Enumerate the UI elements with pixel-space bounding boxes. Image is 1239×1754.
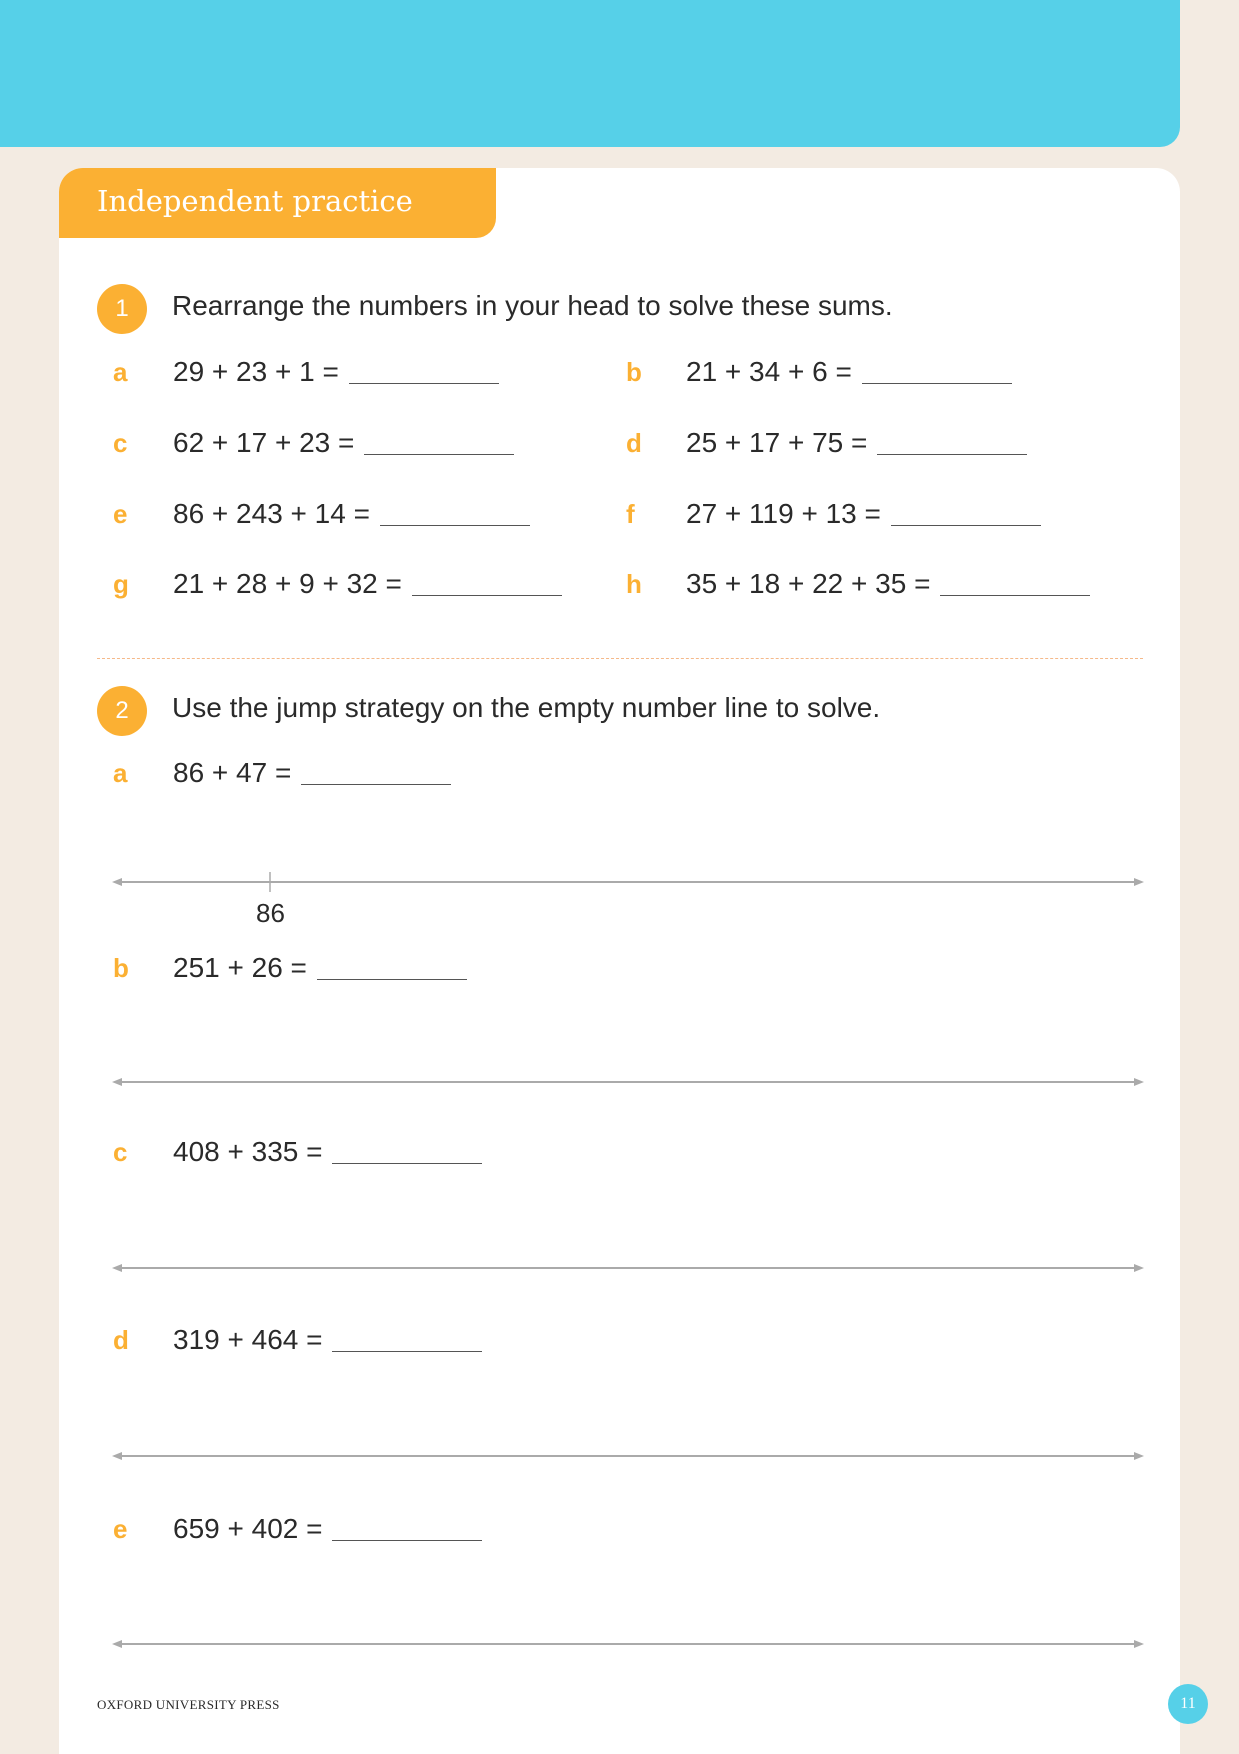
item-letter: f — [626, 499, 635, 529]
q1-item-e — [59, 498, 530, 530]
item-letter: a — [113, 758, 128, 788]
item-expression: 86 + 47 = — [173, 757, 292, 788]
item-letter: c — [113, 1137, 128, 1167]
q1-item-g — [59, 568, 562, 600]
item-letter: b — [113, 953, 129, 983]
item-expression: 319 + 464 = — [173, 1324, 323, 1355]
q1-item-h — [572, 568, 1090, 600]
answer-blank[interactable] — [349, 382, 499, 384]
number-line-a[interactable] — [112, 872, 1144, 892]
question-1-instruction: Rearrange the numbers in your head to solve these sums. — [172, 290, 893, 321]
number-line-e[interactable] — [112, 1634, 1144, 1654]
publisher-footer: OXFORD UNIVERSITY PRESS — [97, 1697, 280, 1712]
item-expression: 659 + 402 = — [173, 1513, 323, 1544]
question-2-instruction: Use the jump strategy on the empty number line to solve. — [172, 692, 881, 723]
q2-item-c — [59, 1136, 482, 1168]
q2-item-e — [59, 1513, 482, 1545]
item-letter: e — [113, 1514, 128, 1544]
q1-item-b — [572, 356, 1012, 388]
item-letter: d — [113, 1325, 129, 1355]
item-expression: 25 + 17 + 75 = — [686, 427, 868, 458]
q2-item-a — [59, 757, 451, 789]
item-expression: 21 + 34 + 6 = — [686, 356, 852, 387]
top-banner — [0, 0, 1180, 147]
item-expression: 86 + 243 + 14 = — [173, 498, 370, 529]
item-letter: d — [626, 428, 642, 458]
item-expression: 35 + 18 + 22 + 35 = — [686, 568, 931, 599]
question-1-badge: 1 — [97, 284, 147, 334]
number-line-b[interactable] — [112, 1072, 1144, 1092]
item-expression: 62 + 17 + 23 = — [173, 427, 355, 458]
item-letter: b — [626, 357, 642, 387]
q1-item-f — [572, 498, 1041, 530]
section-title: Independent practice — [97, 184, 413, 218]
q2-item-d — [59, 1324, 482, 1356]
item-expression: 408 + 335 = — [173, 1136, 323, 1167]
question-2-badge: 2 — [97, 686, 147, 736]
answer-blank[interactable] — [891, 524, 1041, 526]
section-divider — [97, 658, 1143, 659]
number-line-d[interactable] — [112, 1446, 1144, 1466]
item-letter: g — [113, 569, 129, 599]
q1-item-a — [59, 356, 499, 388]
answer-blank[interactable] — [301, 783, 451, 785]
q1-item-c — [59, 427, 514, 459]
page-number: 11 — [1168, 1684, 1208, 1724]
item-letter: a — [113, 357, 128, 387]
answer-blank[interactable] — [380, 524, 530, 526]
answer-blank[interactable] — [317, 978, 467, 980]
item-expression: 251 + 26 = — [173, 952, 307, 983]
answer-blank[interactable] — [940, 594, 1090, 596]
answer-blank[interactable] — [332, 1350, 482, 1352]
item-letter: h — [626, 569, 642, 599]
q2-item-b — [59, 952, 467, 984]
answer-blank[interactable] — [364, 453, 514, 455]
item-expression: 21 + 28 + 9 + 32 = — [173, 568, 402, 599]
number-line-start-label: 86 — [256, 898, 285, 928]
item-letter: e — [113, 499, 128, 529]
answer-blank[interactable] — [862, 382, 1012, 384]
answer-blank[interactable] — [877, 453, 1027, 455]
answer-blank[interactable] — [412, 594, 562, 596]
q1-item-d — [572, 427, 1027, 459]
item-expression: 29 + 23 + 1 = — [173, 356, 339, 387]
item-expression: 27 + 119 + 13 = — [686, 498, 881, 529]
number-line-c[interactable] — [112, 1258, 1144, 1278]
answer-blank[interactable] — [332, 1539, 482, 1541]
item-letter: c — [113, 428, 128, 458]
answer-blank[interactable] — [332, 1162, 482, 1164]
